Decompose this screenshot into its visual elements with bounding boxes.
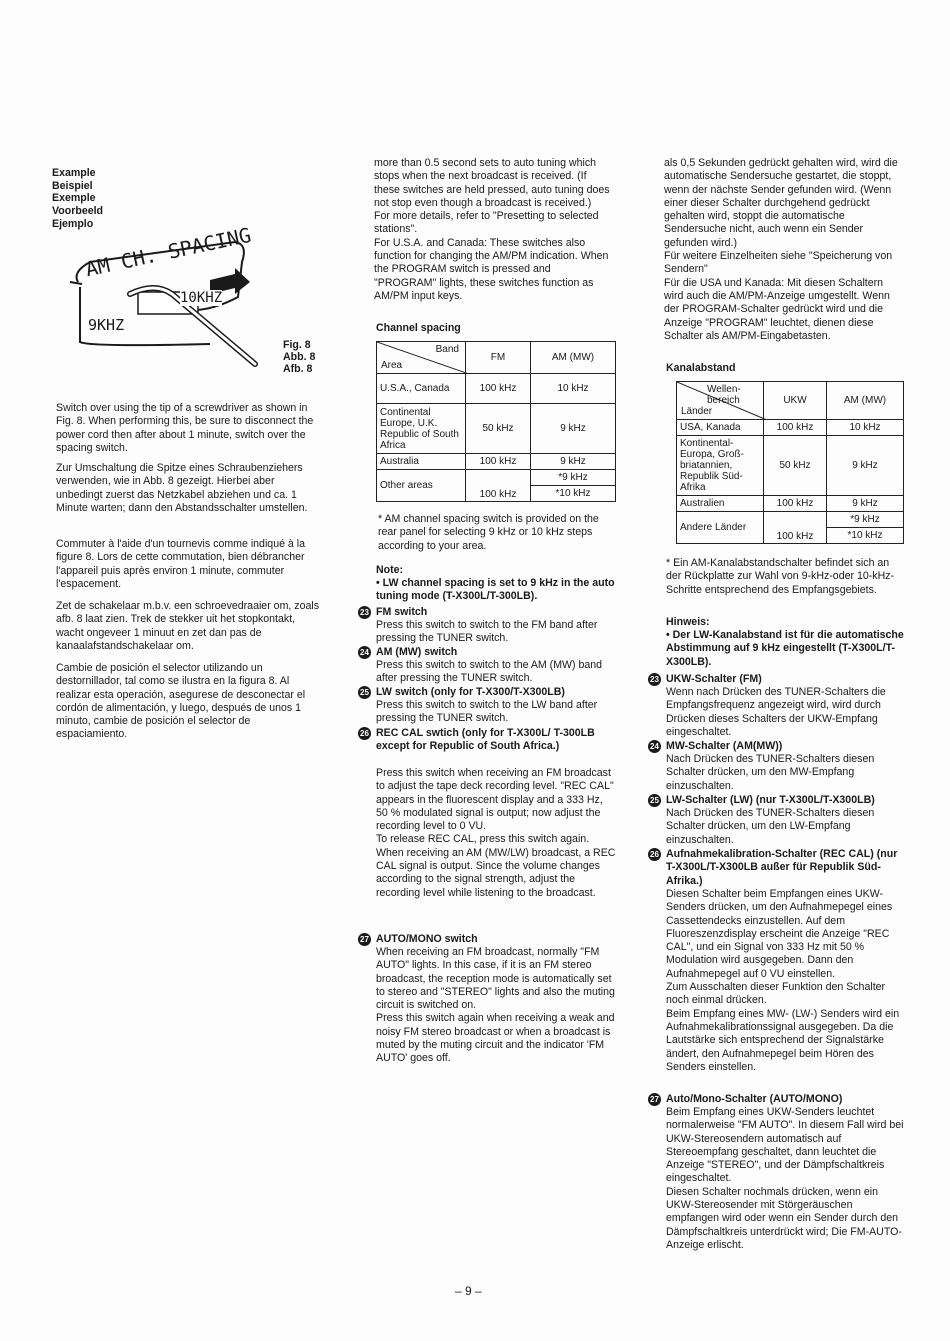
item-number: 25 (358, 686, 371, 699)
item-title: LW-Schalter (LW) (nur T-X300L/T-X300LB) (666, 794, 875, 806)
item-number: 27 (648, 1093, 661, 1106)
channel-spacing-table (376, 341, 616, 502)
row-am: 10 kHz (827, 420, 904, 436)
label-9khz: 9KHZ (88, 316, 125, 334)
figure-8 (60, 222, 260, 372)
row-am: 9 kHz (531, 404, 616, 454)
caption-afb: Afb. 8 (283, 363, 313, 375)
item-title: LW switch (only for T-X300/T-X300LB) (376, 686, 565, 698)
item-text: Wenn nach Drücken des TUNER-Schalters die Empfangsfrequenz angezeigt wird, wird durch Drücken dieses Schalters der UKW-Empfang eingeschaltet. (666, 686, 886, 738)
header-ukw: UKW (764, 382, 827, 420)
item-title: UKW-Schalter (FM) (666, 673, 762, 685)
paragraph-nl: Zet de schakelaar m.b.v. een schroevedraaier om, zoals afb. 8 laat zien. Trek de stekker uit het stopkontakt, wacht ongeveer 1 minuut en zet dan pas de kanaalafstandschakelaar om. (56, 600, 320, 652)
col3-note-text: • Der LW-Kanalabstand ist für die automatische Abstimmung auf 9 kHz eingestellt (T-X300L/T-X300LB). (666, 629, 904, 668)
row-am: *9 kHz (827, 512, 904, 528)
header-am: AM (MW) (827, 382, 904, 420)
item-title: AM (MW) switch (376, 646, 458, 658)
row-am: *10 kHz (827, 528, 904, 544)
label-10khz: 10KHZ (180, 290, 223, 306)
item-text: Press this switch to switch to the LW band after pressing the TUNER switch. (376, 699, 598, 725)
row-fm: 50 kHz (466, 404, 531, 454)
row-fm: 100 kHz (466, 454, 531, 470)
item-title: FM switch (376, 606, 428, 618)
item-number: 23 (358, 606, 371, 619)
header-am: AM (MW) (531, 342, 616, 374)
item-text: Press this switch when receiving an FM broadcast to adjust the tape deck recording level. "REC CAL" appears in the fluorescent display and a 333 Hz, 50 % modulated signal is output; now adjust the recording level to 0 VU. To release REC CAL, press this switch again. When receiving an AM (MW/LW) broadcast, a REC CAL signal is output. Since the volume changes according to the signal strength, adjust the recording level while listening to the broadcast. (376, 767, 616, 899)
heading-en: Example (52, 167, 96, 179)
table-corner-cell (677, 382, 764, 420)
item-text: Beim Empfang eines UKW-Senders leuchtet normalerweise "FM AUTO". In diesem Fall wird bei UKW-Stereosendern automatisch auf Stereoempfang geschaltet, dann leuchtet die Anzeige "STEREO", und der Dämpfschaltkreis eingeschaltet. Diesen Schalter nochmals drücken, wenn ein UKW-Stereosender mit Störgeräuschen empfangen wird oder wenn ein Sender durch den Dämpfschaltkreis unterdrückt wird; Die FM-AUTO-Anzeige erlischt. (666, 1106, 904, 1251)
row-fm: 50 kHz (764, 436, 827, 496)
corner-band: Band (435, 344, 459, 355)
col3-channel-heading: Kanalabstand (666, 362, 736, 374)
item-number: 26 (648, 848, 661, 861)
row-area: U.S.A., Canada (377, 374, 466, 404)
row-fm: 100 kHz (764, 512, 827, 544)
corner-area: Area (381, 360, 403, 371)
row-fm: 100 kHz (466, 374, 531, 404)
row-area: Andere Länder (677, 512, 764, 544)
page-number: – 9 – (455, 1284, 482, 1298)
example-headings (52, 167, 103, 231)
row-fm: 100 kHz (764, 496, 827, 512)
col2-channel-heading: Channel spacing (376, 322, 461, 334)
item-text: Nach Drücken des TUNER-Schalters diesen Schalter drücken, um den LW-Empfang einzuschalten. (666, 807, 875, 846)
heading-es: Ejemplo (52, 217, 94, 230)
row-am: 10 kHz (531, 374, 616, 404)
item-number: 26 (358, 727, 371, 740)
figure-captions (283, 339, 315, 375)
col2-note-heading: Note: (376, 564, 404, 576)
corner-wellenbereich: Wellen-bereich (707, 384, 741, 406)
row-area: Australia (377, 454, 466, 470)
item-title: MW-Schalter (AM(MW)) (666, 740, 783, 752)
row-am: 9 kHz (827, 496, 904, 512)
row-area: Australien (677, 496, 764, 512)
row-area: Continental Europe, U.K. Republic of South Africa (377, 404, 466, 454)
row-area: USA, Kanada (677, 420, 764, 436)
caption-fig: Fig. 8 (283, 339, 311, 351)
col2-note-text: • LW channel spacing is set to 9 kHz in the auto tuning mode (T-X300L/T-300LB). (376, 577, 615, 603)
row-area: Other areas (377, 470, 466, 502)
heading-fr: Exemple (52, 192, 96, 205)
switch-label: AM CH. SPACING (83, 222, 254, 282)
item-text: Press this switch to switch to the AM (MW) band after pressing the TUNER switch. (376, 659, 603, 685)
item-text: Diesen Schalter beim Empfangen eines UKW-Senders drücken, um den Aufnahmepegel eines Cassettendecks einzustellen. Auf dem Fluoreszenzdisplay erscheint die Anzeige "REC CAL", und ein Signal von 333 Hz mit 50 % Modulation wird ausgegeben. Dann den Aufnahmepegel auf 0 VU einstellen. Zum Ausschalten dieser Funktion den Schalter noch einmal drücken. Beim Empfang eines MW- (LW-) Senders wird ein Aufnahmekalibrationssignal ausgegeben. Da die Lautstärke sich entsprechend der Signalstärke ändert, den Aufnahmepegel beim Hören des Senders einstellen. (666, 888, 900, 1073)
item-text: When receiving an FM broadcast, normally "FM AUTO" lights. In this case, if it is an FM stereo broadcast, the reception mode is automatically set to stereo and "STEREO" lights and also the muting circuit is switched on. Press this switch again when receiving a weak and noisy FM stereo broadcast or when a broadcast is muted by the muting circuit and the indicator 'FM AUTO' goes off. (376, 946, 615, 1065)
caption-abb: Abb. 8 (283, 351, 316, 363)
item-title: REC CAL swtich (only for T-X300L/ T-300LB except for Republic of South Africa.) (376, 727, 595, 753)
item-text: Press this switch to switch to the FM band after pressing the TUNER switch. (376, 619, 598, 645)
col3-note-heading: Hinweis: (666, 616, 710, 628)
row-area: Kontinental-Europa, Groß-briatannien, Republik Süd-Afrika (677, 436, 764, 496)
item-number: 24 (358, 646, 371, 659)
table-corner-cell (377, 342, 466, 374)
row-am: 9 kHz (827, 436, 904, 496)
item-text: Nach Drücken des TUNER-Schalters diesen Schalter drücken, um den MW-Empfang einzuschalten. (666, 753, 875, 792)
paragraph-fr: Commuter à l'aide d'un tournevis comme indiqué à la figure 8. Lors de cette commutation, bien débrancher l'appareil puis après environ 1 minute, commuter l'espacement. (56, 538, 306, 590)
col3-intro: als 0,5 Sekunden gedrückt gehalten wird, wird die automatische Sendersuche gestartet, die stoppt, wenn der nächste Sender gefunden wird. (Wenn einer dieser Schalter durchgehend gedrückt gehalten wird, stoppt die automatische Sendersuche nicht, auch wenn ein Sender gefunden wird.) Für weitere Einzelheiten siehe "Speicherung von Sendern" Für die USA und Kanada: Mit diesen Schaltern wird auch die AM/PM-Anzeige umgestellt. Wenn der PROGRAM-Schalter gedrückt wird und die Anzeige "PROGRAM" leuchtet, dienen diese Schalter als AM/PM-Eingabetasten. (664, 157, 898, 342)
item-title: AUTO/MONO switch (376, 933, 478, 945)
paragraph-de: Zur Umschaltung die Spitze eines Schraubenziehers verwenden, wie in Abb. 8 gezeigt. Hierbei aber unbedingt zuerst das Netzkabel abziehen und ca. 1 Minute warten; dann den Abstandsschalter umstellen. (56, 462, 308, 514)
col3-footnote: * Ein AM-Kanalabstandschalter befindet sich an der Rückplatte zur Wahl von 9-kHz-oder 10-kHz-Schritte entsprechend des Empfangsgebiets. (666, 557, 895, 596)
row-am: *10 kHz (531, 486, 616, 502)
item-number: 27 (358, 933, 371, 946)
item-number: 25 (648, 794, 661, 807)
col2-intro: more than 0.5 second sets to auto tuning which stops when the next broadcast is received. (If these switches are held pressed, auto tuning does not stop even though a broadcast is received.) For more details, refer to "Presetting to selected stations". For U.S.A. and Canada: These switches also function for changing the AM/PM indication. When the PROGRAM switch is pressed and "PROGRAM" lights, these switches function as AM/PM input keys. (374, 157, 610, 302)
heading-nl: Voorbeeld (52, 205, 104, 218)
item-number: 23 (648, 673, 661, 686)
kanalabstand-table (676, 381, 904, 544)
item-title: Aufnahmekalibration-Schalter (REC CAL) (nur T-X300L/T-X300LB außer für Republik Süd-Afrika.) (666, 848, 898, 887)
row-am: *9 kHz (531, 470, 616, 486)
row-fm: 100 kHz (466, 470, 531, 502)
header-fm: FM (466, 342, 531, 374)
row-am: 9 kHz (531, 454, 616, 470)
item-title: Auto/Mono-Schalter (AUTO/MONO) (666, 1093, 843, 1105)
paragraph-es: Cambie de posición el selector utilizando un destornillador, tal como se ilustra en la figura 8. Al realizar esta operación, asegurese de desconectar el cordón de alimentación, y luego, después de unos 1 minuto, cambie de posición el selector de espaciamiento. (56, 662, 306, 741)
item-number: 24 (648, 740, 661, 753)
col2-footnote: * AM channel spacing switch is provided on the rear panel for selecting 9 kHz or 10 kHz steps according to your area. (378, 513, 599, 552)
heading-de: Beispiel (52, 179, 93, 192)
row-fm: 100 kHz (764, 420, 827, 436)
paragraph-en: Switch over using the tip of a screwdriver as shown in Fig. 8. When performing this, be sure to disconnect the power cord then after about 1 minute, switch over the spacing switch. (56, 402, 314, 454)
corner-laender: Länder (681, 406, 713, 417)
